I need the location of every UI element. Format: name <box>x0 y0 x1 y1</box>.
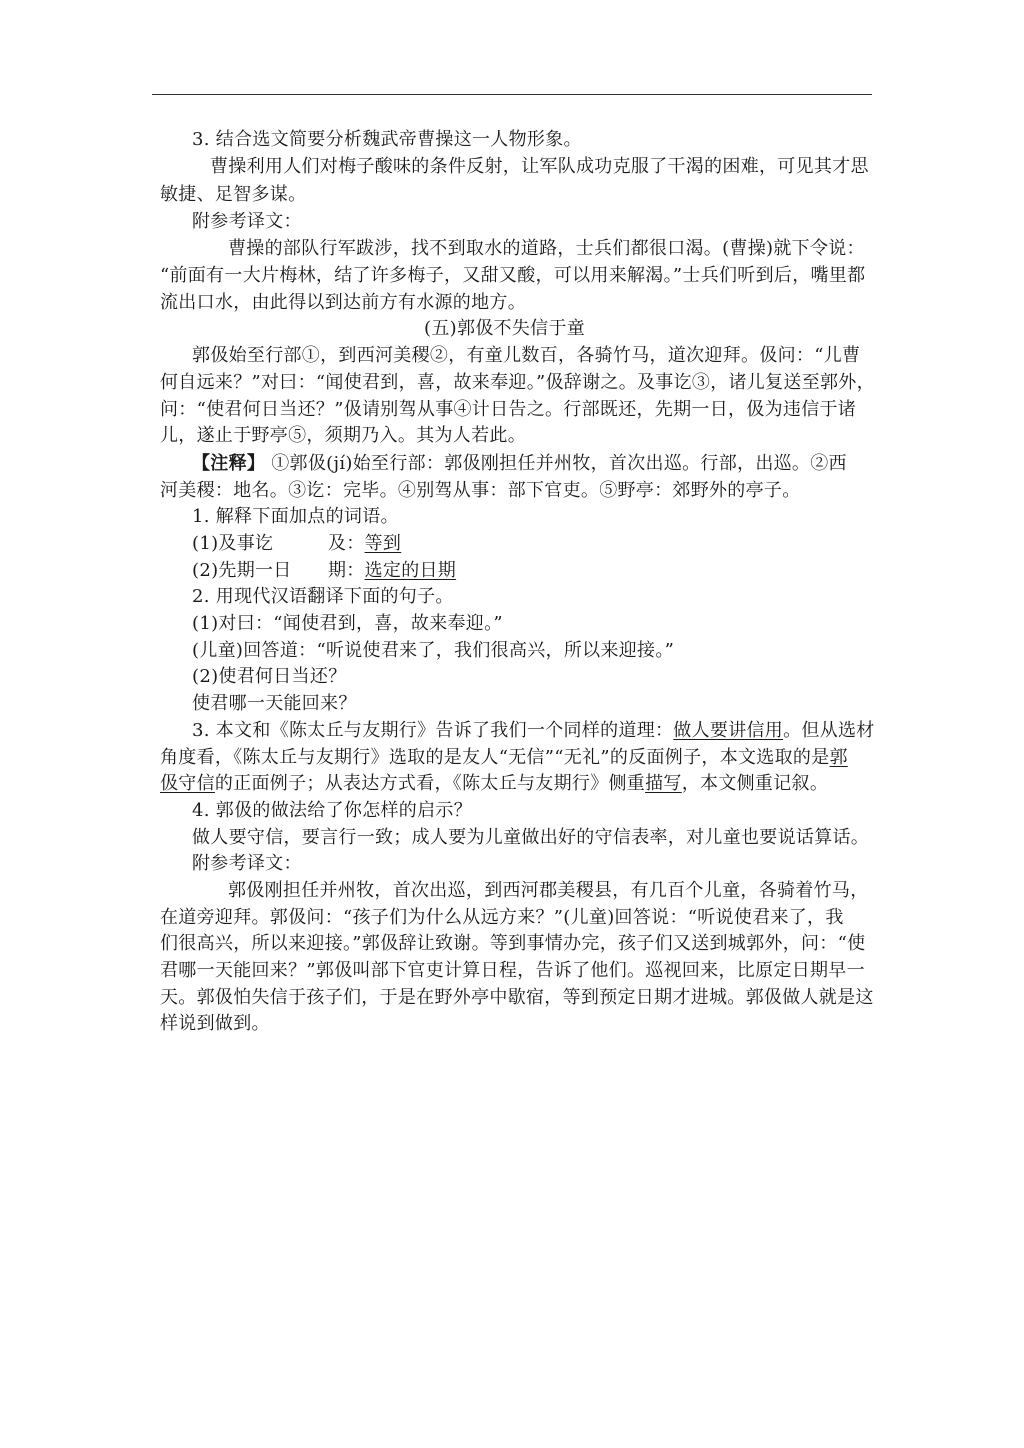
question-3b-line: 3. 本文和《陈太丘与友期行》告诉了我们一个同样的道理：做人要讲信用。但从选材 <box>192 720 875 741</box>
reference-line: 君哪一天能回来？”郭伋叫部下官吏计算日程，告诉了他们。巡视回来，比原定日期早一 <box>160 960 865 981</box>
reference-label: 附参考译文： <box>192 853 302 874</box>
translation-answer: (儿童)回答道：“听说使君来了，我们很高兴，所以来迎接。” <box>192 640 675 661</box>
header-rule <box>152 94 872 95</box>
translation-answer: 使君哪一天能回来？ <box>192 693 357 714</box>
section-title: (五)郭伋不失信于童 <box>424 318 586 339</box>
vocab-num: (1) <box>192 533 219 554</box>
reference-line: 郭伋刚担任并州牧，首次出巡，到西河郡美稷县，有几百个儿童，各骑着竹马， <box>228 880 869 901</box>
question-3b-line: 角度看，《陈太丘与友期行》选取的是友人“无信”“无礼”的反面例子，本文选取的是郭 <box>160 747 848 768</box>
answer-underline: 郭 <box>829 747 848 768</box>
vocab-item <box>192 559 457 583</box>
vocab-word: 及事讫 <box>218 533 274 554</box>
reference-label: 附参考译文： <box>192 211 302 232</box>
passage-line: 郭伋始至行部①，到西河美稷②，有童儿数百，各骑竹马，道次迎拜。伋问：“儿曹 <box>192 345 861 366</box>
passage-line: 问：“使君何日当还？”伋请别驾从事④计日告之。行部既还，先期一日，伋为违信于诸 <box>160 399 857 420</box>
reference-line: 样说到做到。 <box>160 1013 270 1034</box>
notes-text: ①郭伋(jí)始至行部：郭伋刚担任并州牧，首次出巡。行部，出巡。②西 <box>271 453 847 474</box>
translation-source: (1)对曰：“闻使君到，喜，故来奉迎。” <box>192 613 503 634</box>
question-4-heading: 4. 郭伋的做法给了你怎样的启示？ <box>192 800 472 821</box>
answer-underline: 伋守信 <box>160 773 215 794</box>
vocab-answer: 选定的日期 <box>364 560 457 581</box>
passage-line: 儿，遂止于野亭⑤，须期乃入。其为人若此。 <box>160 425 526 446</box>
notes-label: 【注释】 <box>192 453 266 474</box>
vocab-num: (2) <box>192 560 219 581</box>
vocab-key: 期：选定的日期 <box>328 560 457 581</box>
question-1-heading: 1. 解释下面加点的词语。 <box>192 506 399 527</box>
reference-line: 们很高兴，所以来迎接。”郭伋辞让致谢。等到事情办完，孩子们又送到城郭外，问：“使 <box>160 933 866 954</box>
reference-line: 曹操的部队行军跋涉，找不到取水的道路，士兵们都很口渴。(曹操)就下令说： <box>228 238 865 259</box>
reference-line: 天。郭伋怕失信于孩子们，于是在野外亭中歇宿，等到预定日期才进城。郭伋做人就是这 <box>160 987 874 1008</box>
translation-source: (2)使君何日当还？ <box>192 666 347 687</box>
answer-underline: 描写 <box>645 773 682 794</box>
question-3b-line: 伋守信的正面例子；从表达方式看，《陈太丘与友期行》侧重描写，本文侧重记叙。 <box>160 773 829 794</box>
question-4-answer: 做人要守信，要言行一致；成人要为儿童做出好的守信表率，对儿童也要说话算话。 <box>192 827 870 848</box>
reference-line: 在道旁迎拜。郭伋问：“孩子们为什么从远方来？”(儿童)回答说：“听说使君来了，我 <box>160 907 844 928</box>
notes-line: 河美稷：地名。③讫：完毕。④别驾从事：部下官吏。⑤野亭：郊野外的亭子。 <box>160 480 801 501</box>
reference-line: 流出口水，由此得以到达前方有水源的地方。 <box>160 292 526 313</box>
passage-line: 何自远来？”对曰：“闻使君到，喜，故来奉迎。”伋辞谢之。及事讫③，诸儿复送至郭外， <box>160 372 875 393</box>
vocab-word: 先期一日 <box>218 560 292 581</box>
answer-line: 曹操利用人们对梅子酸味的条件反射，让军队成功克服了干渴的困难，可见其才思 <box>210 156 869 177</box>
answer-underline: 做人要讲信用 <box>673 720 784 741</box>
reference-line: “前面有一大片梅林，结了许多梅子，又甜又酸，可以用来解渴。”士兵们听到后，嘴里都 <box>160 265 866 286</box>
answer-line: 敏捷、足智多谋。 <box>160 184 307 205</box>
question-3-heading: 3. 结合选文简要分析魏武帝曹操这一人物形象。 <box>192 129 582 150</box>
vocab-key: 及：等到 <box>328 533 402 554</box>
question-2-heading: 2. 用现代汉语翻译下面的句子。 <box>192 586 454 607</box>
vocab-answer: 等到 <box>364 533 402 554</box>
notes-line <box>192 452 847 476</box>
vocab-item <box>192 532 402 556</box>
